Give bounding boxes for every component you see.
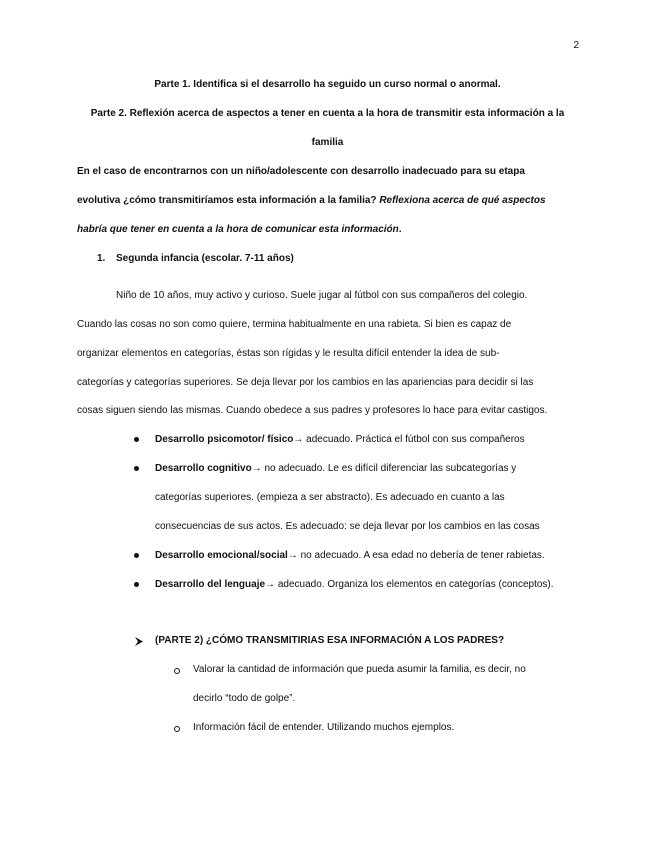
arrow-icon: → bbox=[293, 434, 304, 445]
section-title: Segunda infancia (escolar. 7-11 años) bbox=[116, 253, 294, 264]
paragraph-line: cosas siguen siendo las mismas. Cuando obedece a sus padres y profesores lo hace para evitar castigos. bbox=[77, 405, 548, 416]
prompt-line3-italic: habría que tener en cuenta a la hora de comunicar esta información bbox=[77, 224, 399, 235]
bullet-lenguaje bbox=[155, 579, 554, 590]
prompt-line2-bold: evolutiva ¿cómo transmitiríamos esta información a la familia? bbox=[77, 195, 380, 206]
arrow-icon: → bbox=[251, 463, 262, 474]
paragraph-line: Cuando las cosas no son como quiere, termina habitualmente en una rabieta. Si bien es capaz de bbox=[77, 319, 512, 330]
paragraph-line: categorías y categorías superiores. Se deja llevar por los cambios en las apariencias para decidir si las bbox=[77, 377, 534, 388]
bullet-text: adecuado. Práctica el fútbol con sus compañeros bbox=[303, 434, 525, 445]
bullet-text: categorías superiores. (empieza a ser abstracto). Es adecuado en cuanto a las bbox=[155, 492, 505, 503]
bullet-text: no adecuado. A esa edad no debería de tener rabietas. bbox=[297, 550, 545, 561]
paragraph-line: Niño de 10 años, muy activo y curioso. Suele jugar al fútbol con sus compañeros del colegio. bbox=[116, 290, 528, 301]
bullet-text: consecuencias de sus actos. Es adecuado: se deja llevar por los cambios en las cosas bbox=[155, 521, 540, 532]
bullet-label: Desarrollo cognitivo bbox=[155, 463, 252, 474]
arrow-icon: → bbox=[265, 579, 276, 590]
circle-bullet-icon bbox=[174, 668, 180, 674]
bullet-label: Desarrollo emocional/social bbox=[155, 550, 288, 561]
heading-parte2-line2: familia bbox=[311, 137, 344, 148]
prompt-line2-italic: Reflexiona acerca de qué aspectos bbox=[379, 195, 546, 206]
bullet-cognitivo bbox=[155, 463, 516, 474]
sub-bullet-text: Valorar la cantidad de información que pueda asumir la familia, es decir, no bbox=[193, 664, 526, 675]
bullet-emocional bbox=[155, 550, 545, 561]
bullet-dot-icon bbox=[134, 582, 139, 587]
section-number: 1. bbox=[97, 253, 106, 264]
arrowhead-bullet-icon bbox=[134, 637, 144, 646]
heading-parte2-line1: Parte 2. Reflexión acerca de aspectos a tener en cuenta a la hora de transmitir esta información a la bbox=[90, 108, 565, 119]
prompt-line3 bbox=[77, 224, 402, 235]
heading-parte1: Parte 1. Identifica si el desarrollo ha seguido un curso normal o anormal. bbox=[154, 79, 501, 90]
bullet-label: Desarrollo del lenguaje bbox=[155, 579, 266, 590]
bullet-dot-icon bbox=[134, 466, 139, 471]
prompt-line3-end: . bbox=[398, 224, 402, 235]
bullet-text: no adecuado. Le es difícil diferenciar las subcategorías y bbox=[261, 463, 517, 474]
circle-bullet-icon bbox=[174, 726, 180, 732]
bullet-dot-icon bbox=[134, 553, 139, 558]
sub-bullet-text: Información fácil de entender. Utilizando muchos ejemplos. bbox=[193, 722, 455, 733]
bullet-dot-icon bbox=[134, 437, 139, 442]
bullet-psicomotor bbox=[155, 434, 525, 445]
bullet-text: adecuado. Organiza los elementos en categorías (conceptos). bbox=[275, 579, 554, 590]
bullet-label: Desarrollo psicomotor/ físico bbox=[155, 434, 294, 445]
prompt-line1: En el caso de encontrarnos con un niño/adolescente con desarrollo inadecuado para su etapa bbox=[77, 166, 525, 177]
paragraph-line: organizar elementos en categorías, éstas son rígidas y le resulta difícil entender la idea de sub- bbox=[77, 348, 500, 359]
prompt-line2 bbox=[77, 195, 546, 206]
page-number: 2 bbox=[573, 40, 579, 51]
sub-bullet-text: decirlo “todo de golpe”. bbox=[193, 693, 296, 704]
arrow-icon: → bbox=[287, 550, 298, 561]
parte2-heading: (PARTE 2) ¿CÓMO TRANSMITIRIAS ESA INFORMACIÓN A LOS PADRES? bbox=[155, 635, 505, 646]
